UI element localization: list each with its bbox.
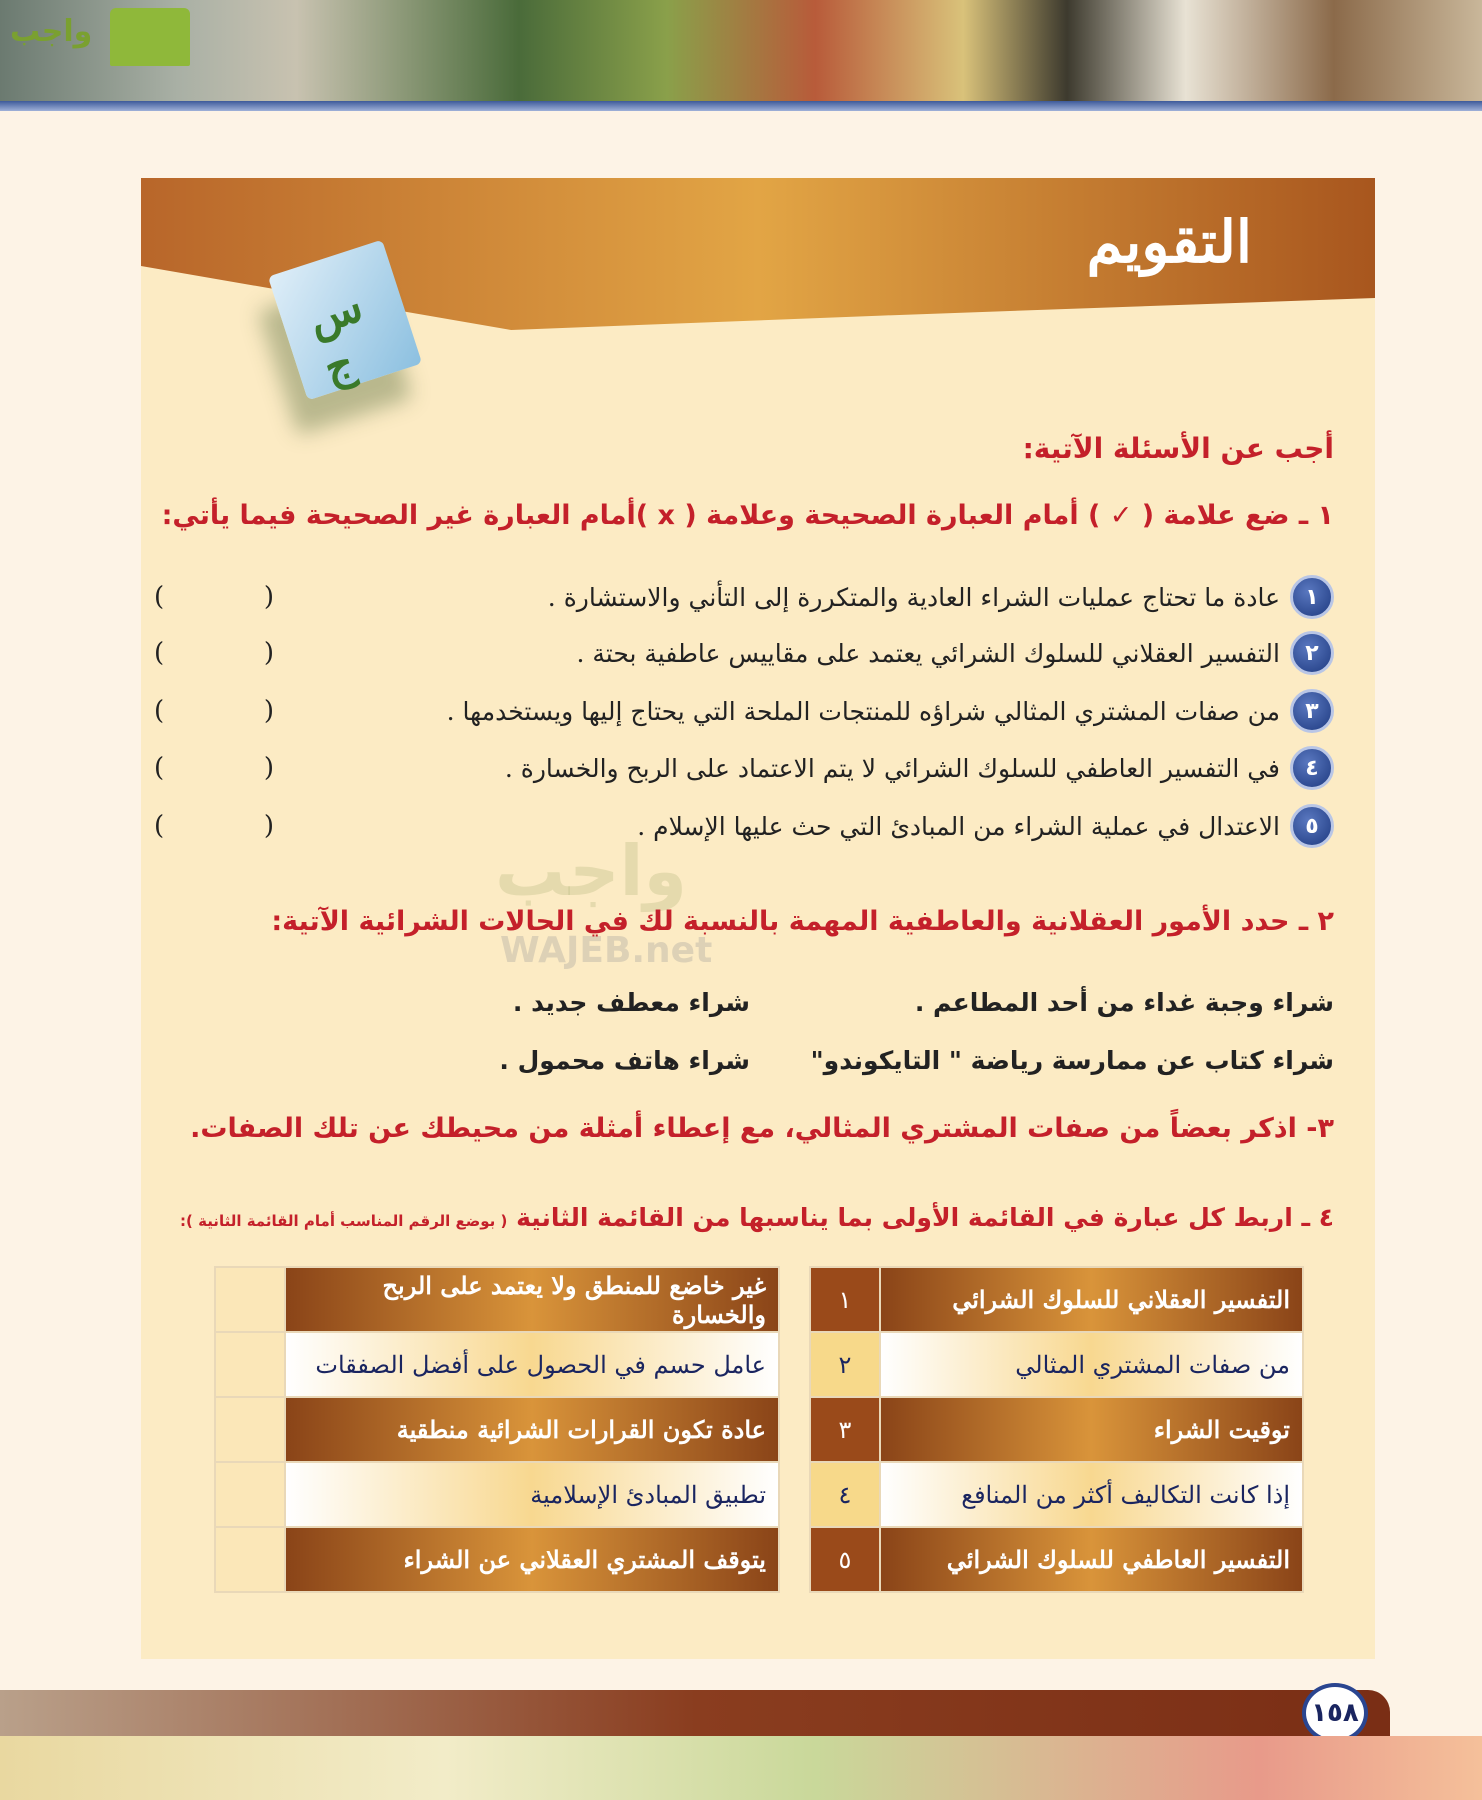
statement-text: التفسير العقلاني للسلوك الشرائي يعتمد على مقاييس عاطفية بحتة . bbox=[576, 638, 1280, 668]
answer-parentheses[interactable] bbox=[154, 582, 274, 612]
answer-cell[interactable] bbox=[215, 1462, 285, 1527]
list1-text: التفسير العقلاني للسلوك الشرائي bbox=[880, 1267, 1303, 1332]
case-4: شراء هاتف محمول . bbox=[499, 1046, 750, 1075]
paren-open: ( bbox=[154, 696, 165, 726]
list1-row bbox=[810, 1462, 1303, 1527]
list2-text: عامل حسم في الحصول على أفضل الصفقات bbox=[285, 1332, 779, 1397]
page-number: ١٥٨ bbox=[1302, 1683, 1368, 1743]
list1-number: ١ bbox=[810, 1267, 880, 1332]
q4-heading-text: ٤ ـ اربط كل عبارة في القائمة الأولى بما يناسبها من القائمة الثانية bbox=[516, 1203, 1334, 1232]
q3-heading: ٣- اذكر بعضاً من صفات المشتري المثالي، مع إعطاء أمثلة من محيطك عن تلك الصفات. bbox=[190, 1113, 1334, 1144]
paren-close: ) bbox=[263, 811, 274, 841]
q2-heading: ٢ ـ حدد الأمور العقلانية والعاطفية المهمة بالنسبة لك في الحالات الشرائية الآتية: bbox=[271, 906, 1334, 937]
list1-number: ٥ bbox=[810, 1527, 880, 1592]
item-number-badge: ٤ bbox=[1290, 746, 1334, 790]
list2-row bbox=[215, 1267, 779, 1332]
answer-cell[interactable] bbox=[215, 1267, 285, 1332]
paren-close: ) bbox=[263, 582, 274, 612]
wajeb-logo bbox=[10, 8, 190, 68]
case-3: شراء كتاب عن ممارسة رياضة " التايكوندو" bbox=[810, 1046, 1334, 1075]
answer-parentheses[interactable] bbox=[154, 696, 274, 726]
list1-text: التفسير العاطفي للسلوك الشرائي bbox=[880, 1527, 1303, 1592]
answer-parentheses[interactable] bbox=[154, 638, 274, 668]
statement-item bbox=[154, 688, 1334, 734]
list1-row bbox=[810, 1527, 1303, 1592]
list2-row bbox=[215, 1332, 779, 1397]
list1-number: ٣ bbox=[810, 1397, 880, 1462]
q4-note: ( بوضع الرقم المناسب أمام القائمة الثانية ): bbox=[180, 1212, 508, 1230]
q4-heading bbox=[180, 1203, 1334, 1232]
matching-list-2 bbox=[214, 1266, 780, 1593]
list1-text: توقيت الشراء bbox=[880, 1397, 1303, 1462]
watermark-url: WAJEB.net bbox=[500, 930, 713, 971]
list2-row bbox=[215, 1397, 779, 1462]
instructions-heading: أجب عن الأسئلة الآتية: bbox=[1022, 432, 1334, 465]
watermark-logo: واجب bbox=[495, 830, 688, 912]
statement-text: عادة ما تحتاج عمليات الشراء العادية والمتكررة إلى التأني والاستشارة . bbox=[547, 582, 1280, 612]
statement-item bbox=[154, 630, 1334, 676]
list1-row bbox=[810, 1332, 1303, 1397]
answer-cell[interactable] bbox=[215, 1332, 285, 1397]
footer-decoration bbox=[0, 1736, 1482, 1800]
list2-text: يتوقف المشتري العقلاني عن الشراء bbox=[285, 1527, 779, 1592]
paren-open: ( bbox=[154, 811, 165, 841]
statement-item bbox=[154, 574, 1334, 620]
statement-text: في التفسير العاطفي للسلوك الشرائي لا يتم الاعتماد على الربح والخسارة . bbox=[504, 753, 1280, 783]
statement-text: الاعتدال في عملية الشراء من المبادئ التي حث عليها الإسلام . bbox=[637, 811, 1280, 841]
answer-cell[interactable] bbox=[215, 1527, 285, 1592]
case-2: شراء معطف جديد . bbox=[512, 988, 750, 1017]
list2-row bbox=[215, 1462, 779, 1527]
notebook-label: س ج bbox=[301, 280, 369, 395]
statement-text: من صفات المشتري المثالي شراؤه للمنتجات الملحة التي يحتاج إليها ويستخدمها . bbox=[446, 696, 1280, 726]
paren-open: ( bbox=[154, 582, 165, 612]
list1-number: ٢ bbox=[810, 1332, 880, 1397]
paren-close: ) bbox=[263, 696, 274, 726]
logo-text: واجب bbox=[10, 14, 93, 49]
matching-list-1 bbox=[809, 1266, 1304, 1593]
footer-bar bbox=[0, 1690, 1390, 1736]
list1-text: إذا كانت التكاليف أكثر من المنافع bbox=[880, 1462, 1303, 1527]
item-number-badge: ٥ bbox=[1290, 804, 1334, 848]
list2-text: تطبيق المبادئ الإسلامية bbox=[285, 1462, 779, 1527]
answer-parentheses[interactable] bbox=[154, 811, 274, 841]
item-number-badge: ٣ bbox=[1290, 689, 1334, 733]
list1-row bbox=[810, 1267, 1303, 1332]
list2-text: غير خاضع للمنطق ولا يعتمد على الربح والخسارة bbox=[285, 1267, 779, 1332]
case-1: شراء وجبة غداء من أحد المطاعم . bbox=[914, 988, 1334, 1017]
paren-close: ) bbox=[263, 638, 274, 668]
list2-row bbox=[215, 1527, 779, 1592]
list1-text: من صفات المشتري المثالي bbox=[880, 1332, 1303, 1397]
item-number-badge: ١ bbox=[1290, 575, 1334, 619]
list1-number: ٤ bbox=[810, 1462, 880, 1527]
item-number-badge: ٢ bbox=[1290, 631, 1334, 675]
q1-heading: ١ ـ ضع علامة ( ✓ ) أمام العبارة الصحيحة وعلامة ( x )أمام العبارة غير الصحيحة فيما يأتي: bbox=[161, 500, 1334, 531]
book-icon bbox=[110, 8, 190, 66]
header-photo-banner bbox=[0, 0, 1482, 101]
answer-cell[interactable] bbox=[215, 1397, 285, 1462]
statement-item bbox=[154, 803, 1334, 849]
list2-text: عادة تكون القرارات الشرائية منطقية bbox=[285, 1397, 779, 1462]
paren-close: ) bbox=[263, 753, 274, 783]
page-title: التقويم bbox=[1086, 208, 1252, 276]
list1-row bbox=[810, 1397, 1303, 1462]
paren-open: ( bbox=[154, 753, 165, 783]
statement-item bbox=[154, 745, 1334, 791]
paren-open: ( bbox=[154, 638, 165, 668]
answer-parentheses[interactable] bbox=[154, 753, 274, 783]
header-divider bbox=[0, 101, 1482, 111]
